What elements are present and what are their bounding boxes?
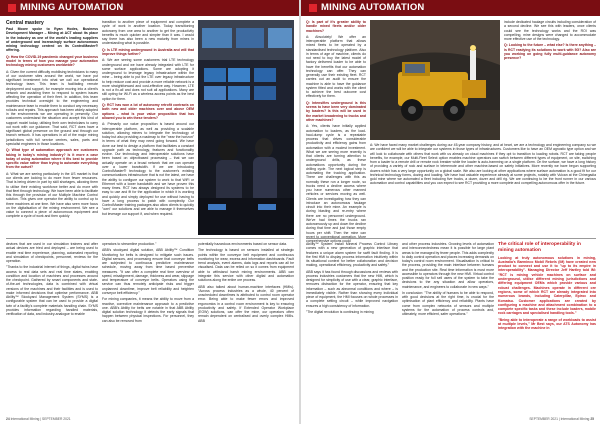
intro-paragraph: Paul Moore spoke to Ryan Hodes, Business Development Manager – Mining at ACT about its place in the industry as one of the world's leading suppliers of underground and increasingly surface autonomous mining technology centred on its ControlMaster® offering. xyxy=(6,27,98,53)
header-tab-marker xyxy=(8,4,16,12)
section-title: Central mastery xyxy=(6,20,44,26)
paragraph: potentially hazardous environments based on sensor data. xyxy=(198,242,288,246)
paragraph: include dedicated haulage circuits including consideration of a second decline. We see this with leaders, once clients could see the technology works and the ROI was compelling, mine designs were changed to accommodate more effective use of the technology. xyxy=(504,20,596,41)
answer: A: Yes, clients have initially applied automation to loaders, as the load-haul-dump cycle is a repeatable process that drives considerable productivity and efficiency gains from automation with a modest investment. What we are seeing more recently is that clients are turning attention to underground drills, as these automations opportunity during the drilling cycle. The next logical step is automating the trucking application. There are challenges with this as normally these run a longer route, so trucks need a decline access where you have numerous other manned vehicles or services moving as well. Clients are investigating how they can introduce an autonomous haulage circuit into their mine. An example is during blasting and re-entry where there are no personnel underground. We've had times the trucks ran autonomously up and down the decline during that time and just those empty hours per shift. Then the mine can revert to conventional operation. More comprehensive options could xyxy=(306,124,366,244)
answer: A: Absolutely! We offer an interoperable platform that allows mixed fleets to be operated by a standardised technology platform. Also in terms of age of machine, clients do not need to buy the latest model of factory delivered loader to be able to have the benefits that our automation technology can offer. They can generally use their existing fleet. RCT carries out an audit to ensure the machine is able to have the guidance system fitted and works with the client to achieve the best outcome cost effectively for them. xyxy=(306,34,366,99)
left-column-2-bottom xyxy=(102,242,194,414)
question: Q: How the COVID-19 pandemic changed your business model in terms of how you manage your automation technology mining customers worldwide? xyxy=(6,54,98,68)
paragraph: The technology is based on sensors installed at strategic points within the conveyor belt equipment and continuous monitoring for wear, excess and information dashboards. Fault trend analysis, event alarms, data logs and reports can all be visualised. Data can be relied on so it comes from equipment able to withstand harsh mining environments. ABB can integrate this service with other digital and automation solutions along the entire ore process. xyxy=(198,248,294,283)
answer: A: Primarily our value proposition is based around our interoperable platform, as well as providing a scalable solution, allowing miners to integrate the technology of today but also providing a roadmap to the "near the horizon" in terms of what they may need going forward. We have done our best to design a platform that facilitates a constant upgrade path as technology, features and functionality evolve. Our technology and interoperable solutions have been based on objectbased processing – that we can actually operate on a broad network that we can operate over a lower bandwidth. If we are introducing ControlMaster® technology to the customer's existing communications infrastructure that is not the latest, we have the ability to configure our system to work to that WiFi or Ethernet with a lower bandwidth and we have proven this many times. RCT has always designed its systems to be easy to use and fit for the application in which it is working and quickly and simply deployed for use without having to have a long process to patch with complexity. Our ControlMaster training packages also allow clients to quickly "own" our solutions and are able to manage it themselves but leverage our support if, and when required. xyxy=(102,122,194,216)
left-page xyxy=(0,0,299,424)
paragraph: In conclusion: "The ability of humans to be able to respond, with good decisions at the right time, is crucial for the optimisation of plant efficiency and reliability. Plants have come from complex networks of sensors and multiple systems for the automation of process controls and, ultimately, more efficient, safer operations." xyxy=(402,290,494,317)
answer: A: We are seeing some customers trial LTE technology underground and we have already integrated with LTE for some surface applications. Some are adopting it underground to leverage legacy infrastructure within the mine – being able to put the LTE over legacy infrastructure to help reduce cost and provide a more reliable network is a more straightforward and cost-effective way. However, LTE is not a fix-all and does not suit all applications. Many are still opting for Wi-Fi as a wireless access points as the best option for them. xyxy=(102,58,194,101)
page-number: 25 xyxy=(590,417,594,421)
header-title: MINING AUTOMATION xyxy=(321,2,425,13)
callout-paragraph: Looking at truly autonomous solutions in mining, Australia's Barminco Mobil Rebels (IM) have created new product to connect and use it to "up to its empire in interoperability". Managing Director Jeff Hartley told IM: "RCT is mining vehicle machines on surface and underground, utilise different mining jurisdictions and differing equipment OEMs which provide various and robust challenges. Machines operate in different ore regions, some of which RCT are already integrated into numerous brands, including Caterpillar, Epiroc and Komatsu. Customer applications are created by configuring a machine and attachment combination to a complete specific tasks and these include loaders, mobile rock carriages and specialised handling tools." xyxy=(498,255,596,316)
header-title: MINING AUTOMATION xyxy=(20,2,124,13)
paragraph: operators to streamline production." xyxy=(102,242,157,246)
right-column-3 xyxy=(504,20,596,150)
question: Q: Is LTE mining underground in Australia and will that improve things further? xyxy=(102,47,194,56)
left-column-3-bottom xyxy=(198,242,294,414)
page-footer xyxy=(6,417,71,421)
question: Q: RCT has won a lot of autonomy retrofit contracts on both new and older machines over and above OEM options – what is your value proposition that has allowed you to win these tenders? xyxy=(102,103,194,120)
paragraph: "The digital revolution is continuing in mining xyxy=(306,310,374,315)
answer: A: Given the current difficulty mobilising technicians to many of our customer sites around the world, we have put significant investment into what we call our operational technology team. This team is facilitating remote deployment and support, for example moving into a client's network and assisting them to respond to system issues affecting the operation of their fleet. In addition, this team provides technical oversight to the engineering and maintenance team to enable them to conduct any necessary rollouts and repairs. This approach has been widely adopted in the environments we are operating in presently. Our customers understand the situation and accept this kind of support model today, utilising their own technicians to carry out work with our guidance. That said, RCT does have a significant global presence on the ground and through our branch network. It has operations in all of the major mining jurisdictions with full service centres, sales, parts and specialist engineers in those locations. xyxy=(6,69,98,146)
paragraph: ABB says it has found through discussions and reviews with process industries customers that the new HMI, which is designed for simplicity of use with a clear, graphic interface, removes distraction for the operator, ensuring that key information – such as abnormal conditions and where – is immediately visible. Rather than showing every individual piece of equipment, the HMI focuses on whole processes in a complete setting circuit – while improved navigation ensures a high consistency of information. xyxy=(306,269,398,308)
paragraph: Ability™ System Install Mineral Process Control Library comes with a new generation of graphic interface that features a unique alarm system for swift fault finding. It is the first HMI to display process information intuitively within its situational context for better collaboration and decision making, operational efficiency, productivity and safety." xyxy=(306,242,398,268)
paragraph: For mining companies, it means the ability to move from a reactive, corrective maintenance approach to a predictive one. ABB's Ability for belts are notable in that ABB Ability digital solution technology it detects the early signals that happen between physical inspections. For personnel, they can also be removed from xyxy=(102,297,194,323)
interoperability-callout xyxy=(498,242,596,414)
callout-paragraph: "Being able to interoperate a range of workloads to assist at multiple levels," Mr Best says, our ATS Autonomy has integration with the machine in xyxy=(498,317,596,331)
question: Q: Intensifies underground is this seems to have been very dominated by loaders? Is this will be used in the market broadening to trucks and other machines? xyxy=(306,100,366,122)
left-column-2 xyxy=(102,20,194,235)
control-room-photo xyxy=(198,20,294,235)
paragraph: ABB's stockyard digital solution, ABB Ability™ Condition Monitoring for belts is designed to mitigate such issues. Digital sensors, and processing ensure that conveyor belts are subjected to continuous predictive maintenance schedule, moving away from time based preventive measures. "It can offer a complete real time overview of speed, misalignment, damage, thickness and wear, slippage and temperature of conveyor belts. Operators using the service can thus remotely anticipate risks and trigger unplanned downtime, improve belt reliability and heighten conveyor belt efficiency." xyxy=(102,248,194,295)
right-page xyxy=(301,0,600,424)
page-header xyxy=(0,0,299,16)
page-footer xyxy=(529,417,594,421)
header-tab-marker xyxy=(309,4,317,12)
loader-image xyxy=(370,20,500,140)
page-header xyxy=(301,0,600,16)
underground-loader-photo xyxy=(370,20,500,140)
page-number: 24 xyxy=(6,417,10,421)
paragraph: "Thanks to the industrial internet of things, digital twins have access to real data sets and real time states, enabling condition and location of machines and processes around the checkpoint. Gathered by smart components and state-of-the-art technologies, data is combined with virtual versions of the machines and their facilities and is used to make informed decisions that optimise performance. ABB Ability™ Stockyard Management System (SYMS) is a configurable system that can be used to provide a digital twin of a facility's complete materials handling chain. SYMS provides information regarding handled materials, verification of data, and industry-analogue to enable xyxy=(6,265,98,317)
question: Q: What type of automation approach are customers taking in today's mining industry? Is it more a case today of using automation where it fits best to provide specific value rather than trying to automate everything from the outset? xyxy=(6,148,98,170)
right-wide-answer xyxy=(370,143,596,235)
callout-title: The critical role of interoperability in mining automation xyxy=(498,242,581,253)
section-divider xyxy=(6,238,294,239)
section-divider xyxy=(306,238,596,239)
left-column-1-bottom xyxy=(6,242,98,414)
left-column-1 xyxy=(6,20,98,235)
question: Q: Looking to the future – what else? Is there anything – is RCT readying its solutions to work with 5G? Also are you working on going fully multi-guidance autonomy presence? xyxy=(504,43,596,61)
paragraph: ABB also talked about human-machine interfaces (HMIs). "Across process industries as a whole, 40 percent of unscheduled downtimes is attributed to control room operator error. Being able to make fewer errors and improved ergonomics in a control room environment is key to ensuring productivity and safety. If Extended Operator Workplace (EOW) solutions, can offer the mine, our operators often remain dependent on centralised and overly complex HMIs. ABB xyxy=(198,284,294,323)
answer: A: What we are seeing particularly in the US market is that our clients are looking to do more from fewer resources. That is being driven in part by skill shortages, allowing them to utilise their existing workforce better and do more with that fleet through technology. We have been able to facilitate this through the provision of our Multiple Machine Control solution. This gives one operator the ability to control up to three machines at one time. We have also seen more focus on the digitalisation of the mining environment. We see a value to connect a piece of autonomous equipment and complete a cycle of work and then quickly xyxy=(6,171,98,219)
publication-line: International Mining | SEPTEMBER 2021 xyxy=(10,417,71,421)
right-column-1 xyxy=(306,20,366,244)
question: Q: Is part of it's greater ability to handle mixed fleets and/or older machines? xyxy=(306,20,366,33)
publication-line: SEPTEMBER 2021 | International Mining xyxy=(529,417,590,421)
right-column-2-bottom xyxy=(402,242,494,414)
paragraph: devices that are used in our simulation trainers and after actual devices are tried and deployed – are being used to enable real time experience, planning, automated reporting and simulation of checkpoints, personnel, reviews for the operation. xyxy=(6,242,98,263)
paragraph: and other process industries. Growing levels of automation and interconnectedness mean it is possible for large plant areas to be managed by fewer people. This adds complexity to daily control operation and places increasing demands on today's control room environment. Visualisation is critical to the process, providing the main interface between humans and the production site. Real time information is most more accessible to operators through the new HMI. Virtual control position ready for full sell users of the system to take the decisions to the any situation and allow operators, maintenance, and engineers to collaborate in new ways." xyxy=(402,242,494,289)
answer: A: We have faced many market challenges during our 45-year company history, and at heart, we are a technology and engineering company so we are confident we will be able to integrate our systems in those types of infrastructures. Customers like to have an OEM agnostic type option and we will look to collaborate with others that work with us already on cloud machines if they opt to transition to loading robots. RCT are taking people benefits, for example, our Multi-Fleet Select option enables machine operators can switch between different types of equipment, on site, switching from a loader to a remote drill or remote rock breaker while the loader is auto-tramming on a single platform. On the surface, we have a long history of providing a variety of rock and surface in teleremote and other machine-based on safety initiatives. More recently we have begun supporting dozers which has a very large opportunity on a global scale. We also are looking at other applications where surface automation is a good fit for our technical technology forms, dozing and loading. We have had valuable experience already at some projects, notably with Vulcan at the Chinegadia gold mine where we automated a fleet including five trucks, a dozer, dozer and drill rig. We are continuing to be the front runner in our various automation and control capabilities and you can expect to see RCT providing a more complete and compelling autonomous offer in the future. xyxy=(370,143,596,186)
control-room-image xyxy=(198,20,294,235)
paragraph: transition to another piece of equipment and complete a cycle of work in another location. Today transitioning autonomy from one area to another to get the productivity benefits is much quicker and simpler than it was. I would say there has also been a new maturity from mines in understanding what is possible. xyxy=(102,20,194,46)
right-column-1-bottom xyxy=(306,242,398,414)
